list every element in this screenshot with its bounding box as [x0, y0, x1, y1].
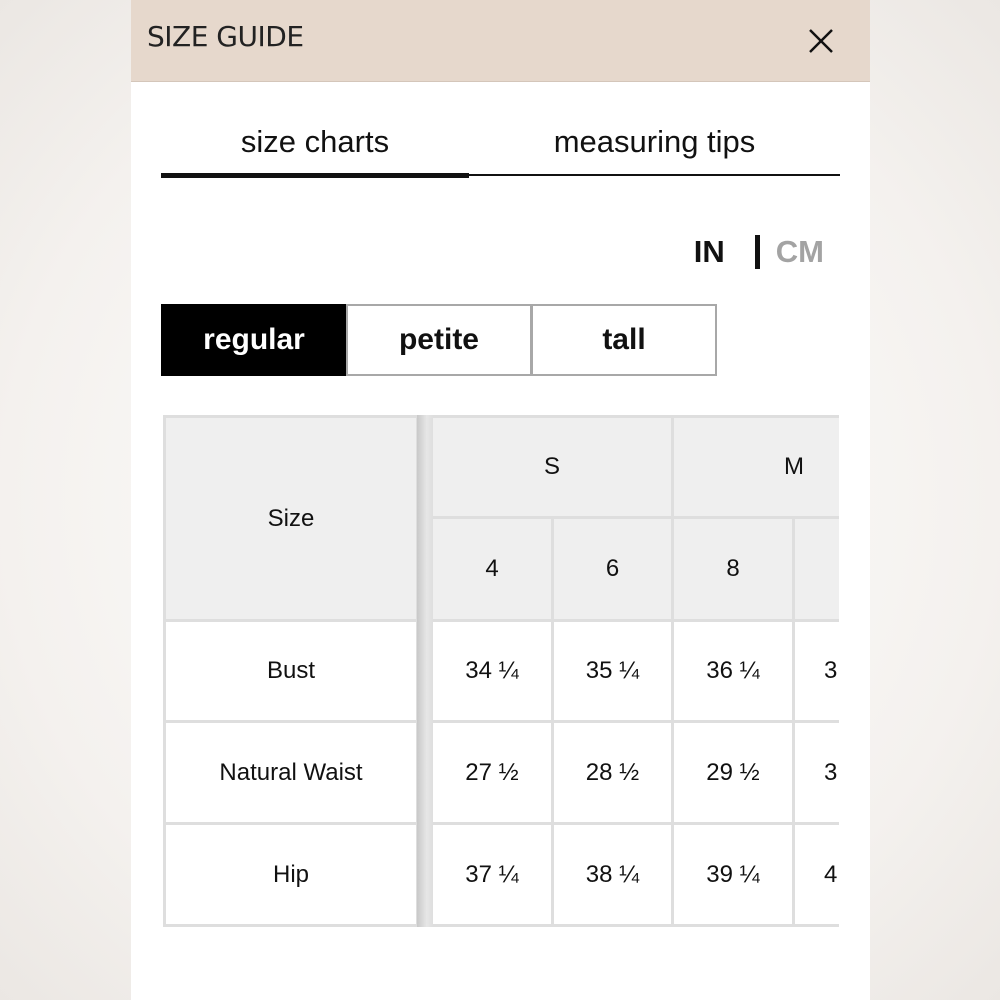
table-cell: 39 ¼ [674, 825, 792, 924]
table-group-header: M [674, 418, 839, 516]
fit-tall-button[interactable]: tall [531, 304, 717, 376]
table-row-label: Bust [166, 622, 416, 720]
size-guide-tabs [161, 118, 840, 176]
fit-petite-button[interactable]: petite [346, 304, 532, 376]
unit-in-option[interactable]: IN [693, 234, 725, 269]
table-corner-size: Size [166, 418, 416, 619]
table-row-label: Hip [166, 825, 416, 924]
table-size-header [795, 519, 839, 619]
table-size-header: 4 [433, 519, 551, 619]
fit-selector [161, 304, 716, 376]
table-row-label: Natural Waist [166, 723, 416, 822]
unit-cm-option[interactable]: CM [775, 234, 824, 269]
table-group-header: S [433, 418, 671, 516]
table-cell: 4 [795, 825, 839, 924]
close-icon [804, 24, 838, 58]
table-cell: 34 ¼ [433, 622, 551, 720]
size-guide-header [131, 0, 870, 82]
unit-toggle [694, 230, 824, 274]
size-guide-panel [131, 0, 870, 1000]
tab-measuring-tips[interactable]: measuring tips [553, 124, 756, 159]
size-table[interactable] [163, 415, 839, 927]
table-cell: 28 ½ [554, 723, 671, 822]
table-cell: 3 [795, 622, 839, 720]
close-button[interactable] [804, 24, 838, 58]
table-cell: 37 ¼ [433, 825, 551, 924]
frozen-column-divider [417, 415, 433, 927]
table-cell: 3 [795, 723, 839, 822]
table-cell: 38 ¼ [554, 825, 671, 924]
unit-divider [755, 235, 760, 269]
fit-regular-button[interactable]: regular [161, 304, 347, 376]
tab-size-charts[interactable]: size charts [161, 118, 469, 174]
size-guide-title: SIZE GUIDE [147, 20, 304, 53]
table-cell: 36 ¼ [674, 622, 792, 720]
table-size-header: 8 [674, 519, 792, 619]
table-cell: 35 ¼ [554, 622, 671, 720]
table-size-header: 6 [554, 519, 671, 619]
table-cell: 27 ½ [433, 723, 551, 822]
table-cell: 29 ½ [674, 723, 792, 822]
